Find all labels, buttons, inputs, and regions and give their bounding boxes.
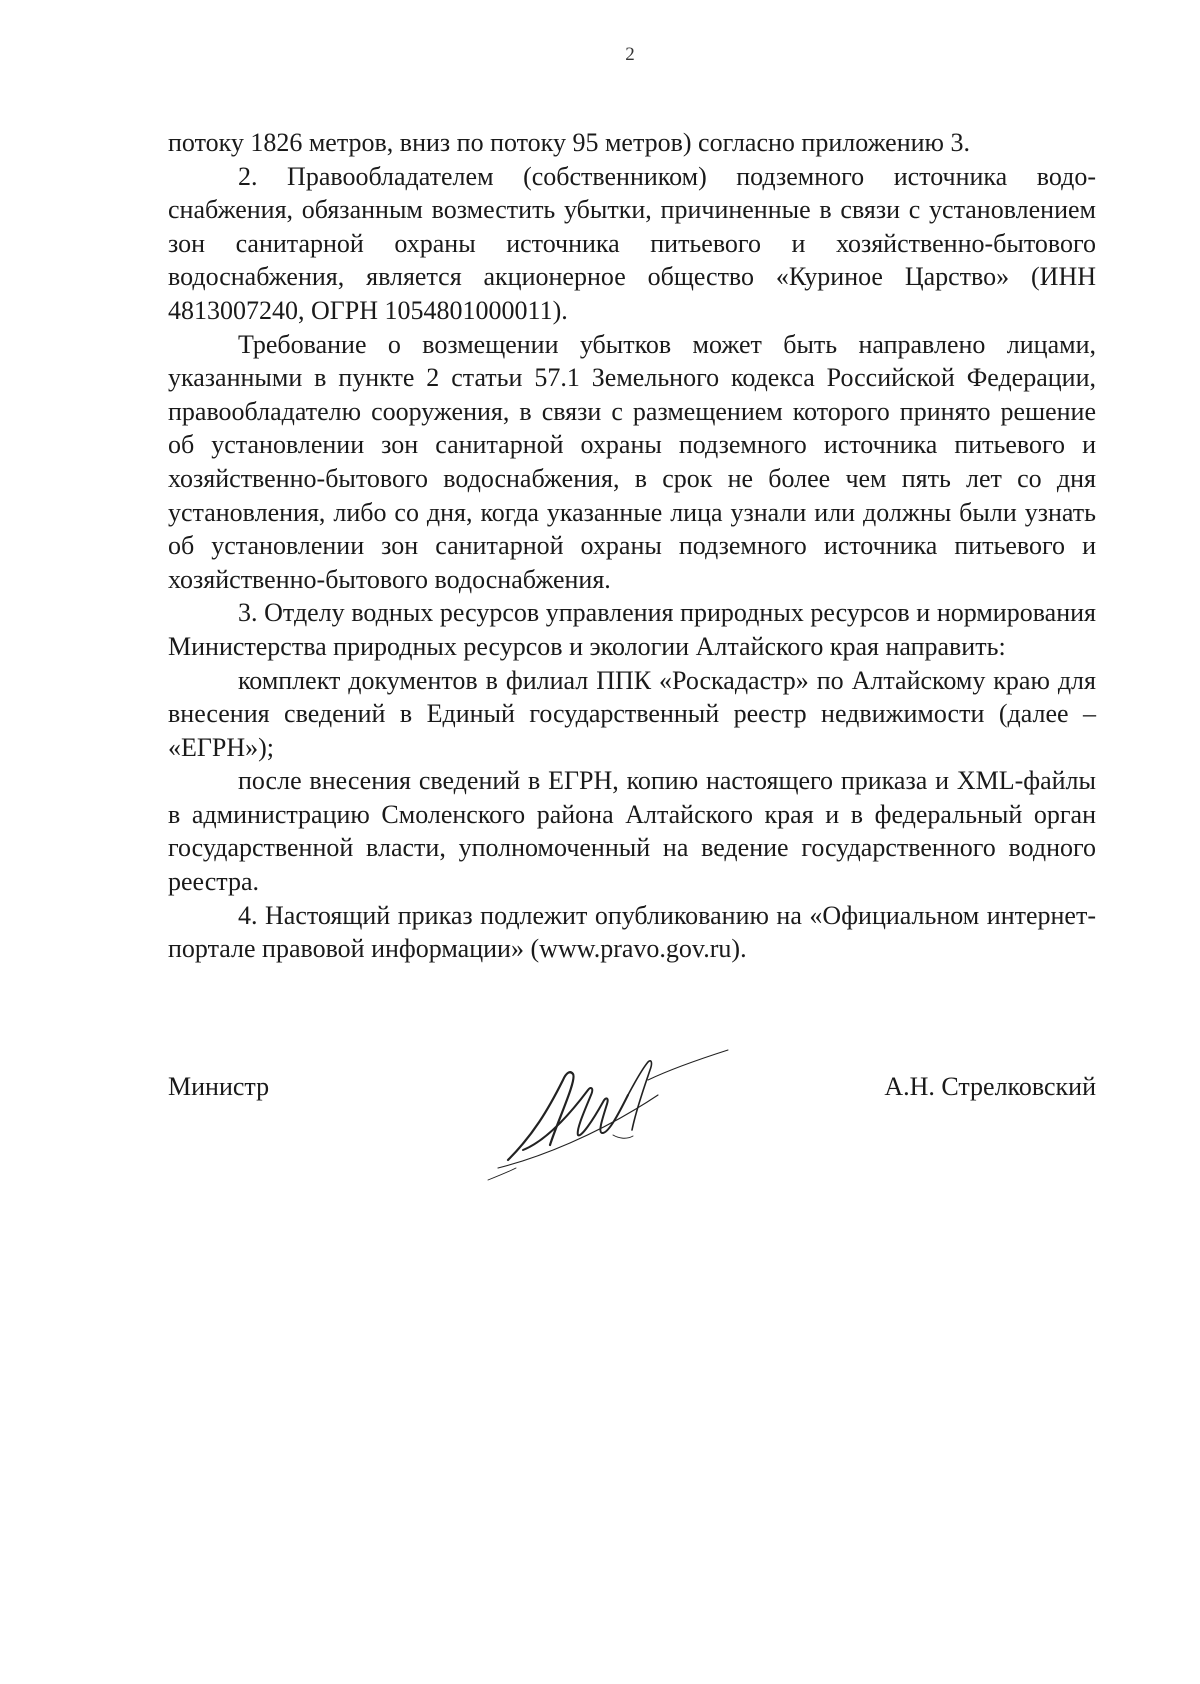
signer-title: Министр xyxy=(168,1072,270,1101)
paragraph-5: комплект документов в филиал ППК «Роскадастр» по Алтайскому краю для внесения сведений в Единый государственный реестр недвижимости (далее – «ЕГРН»); xyxy=(168,665,1096,762)
paragraph-4: 3. Отделу водных ресурсов управления природных ресурсов и нормирования Министерства природных ресурсов и экологии Алтайского края направить: xyxy=(168,598,1096,661)
document-body xyxy=(168,126,1096,966)
paragraph-3: Требование о возмещении убытков может быть направлено лицами, указанными в пункте 2 статьи 57.1 Земельного кодекса Российской Федерации, правообладателю сооружения, в связи с размещением которого принято решение об установлении зон санитарной охраны подземного источника питьевого и хозяйственно-бытового водоснабжения, в срок не более чем пять лет со дня установления, либо со дня, когда указанные лица узнали или должны были узнать об установлении зон санитарной охраны подземного источника питьевого и хозяйственно-бытового водоснабжения. xyxy=(168,329,1096,594)
paragraph-2: 2. Правообладателем (собственником) подземного источника водоснабжения, обязанным возместить убытки, причиненные в связи с установлением зон санитарной охраны источника питьевого и хозяйственно-бытового водоснабжения, является акционерное общество «Куриное Царство» (ИНН 4813007240, ОГРН 1054801000011). xyxy=(168,161,1096,325)
page-number: 2 xyxy=(625,44,635,65)
paragraph-1: потоку 1826 метров, вниз по потоку 95 метров) согласно приложению 3. xyxy=(168,128,970,157)
handwritten-signature-icon xyxy=(478,1040,738,1190)
signer-name: А.Н. Стрелковский xyxy=(884,1072,1096,1101)
signature-block xyxy=(168,1060,1096,1180)
paragraph-6: после внесения сведений в ЕГРН, копию настоящего приказа и XML-файлы в администрацию Смоленского района Алтайского края и в федеральный орган государственной власти, уполномоченный на ведение государственного водного реестра. xyxy=(168,766,1096,897)
paragraph-7: 4. Настоящий приказ подлежит опубликованию на «Официальном интернет-портале правовой информации» (www.pravo.gov.ru). xyxy=(168,900,1096,964)
